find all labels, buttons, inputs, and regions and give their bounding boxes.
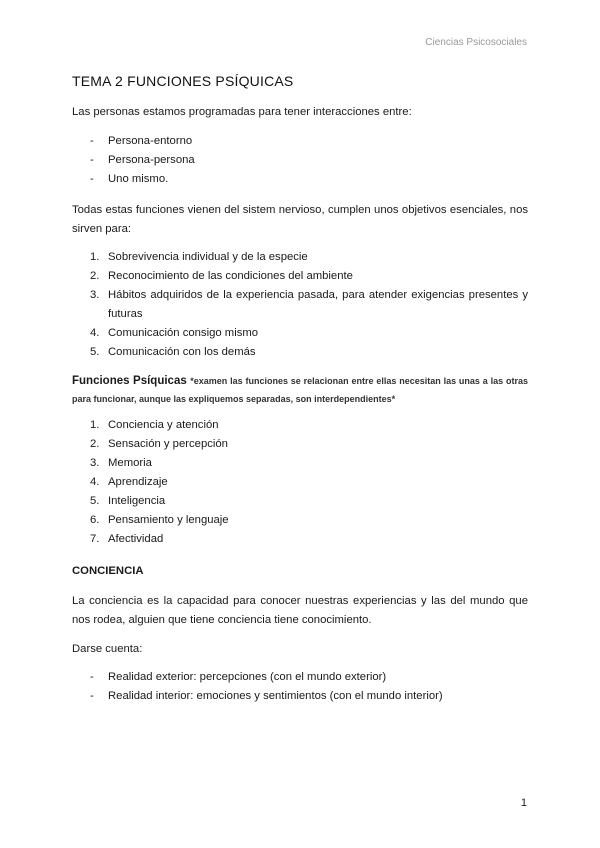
interactions-list bbox=[72, 132, 528, 189]
list-item: 2. Reconocimiento de las condiciones del ambiente bbox=[90, 270, 353, 282]
list-item: 1. Sobrevivencia individual y de la especie bbox=[90, 251, 308, 263]
list-item: - Uno mismo. bbox=[90, 173, 169, 185]
list-item: 2. Sensación y percepción bbox=[90, 438, 228, 450]
conciencia-heading-block bbox=[72, 562, 528, 581]
list-item: 6. Pensamiento y lenguaje bbox=[90, 514, 229, 526]
psychic-functions-list bbox=[72, 416, 528, 549]
psychic-functions-line bbox=[72, 372, 528, 408]
reality-list bbox=[72, 668, 528, 706]
list-item: 5. Comunicación con los demás bbox=[90, 346, 256, 358]
page-title: TEMA 2 FUNCIONES PSÍQUICAS bbox=[72, 73, 294, 89]
darse-cuenta-block bbox=[72, 640, 528, 659]
list-item: 4. Comunicación consigo mismo bbox=[90, 327, 259, 339]
intro-text: Las personas estamos programadas para tener interacciones entre: bbox=[72, 106, 412, 118]
conciencia-definition: La conciencia es la capacidad para conocer nuestras experiencias y las del mundo que nos rodea, alguien que tiene conciencia tiene conocimiento. bbox=[72, 595, 528, 626]
list-item: - Realidad interior: emociones y sentimientos (con el mundo interior) bbox=[90, 690, 443, 702]
intro-block bbox=[72, 103, 528, 122]
reality-list-block bbox=[72, 668, 528, 706]
exam-note: *examen las funciones se relacionan entre ellas necesitan las unas a las otras para funcionar, aunque las expliquemos separadas, son interdependientes* bbox=[72, 376, 528, 404]
functions-paragraph-block bbox=[72, 201, 528, 239]
objectives-list bbox=[72, 248, 528, 362]
psychic-functions-list-block bbox=[72, 416, 528, 549]
psychic-functions-intro bbox=[72, 372, 528, 408]
psychic-functions-heading: Funciones Psíquicas bbox=[72, 375, 187, 387]
list-item: 5. Inteligencia bbox=[90, 495, 166, 507]
interactions-list-block bbox=[72, 132, 528, 189]
conciencia-definition-block bbox=[72, 592, 528, 630]
objectives-list-block bbox=[72, 248, 528, 362]
list-item: - Realidad exterior: percepciones (con el mundo exterior) bbox=[90, 671, 387, 683]
list-item: 3. Hábitos adquiridos de la experiencia pasada, para atender exigencias presentes y futuras bbox=[90, 289, 528, 320]
list-item: 1. Conciencia y atención bbox=[90, 419, 219, 431]
list-item: 7. Afectividad bbox=[90, 533, 164, 545]
running-header: Ciencias Psicosociales bbox=[425, 37, 527, 48]
section-heading-conciencia: CONCIENCIA bbox=[72, 565, 144, 577]
darse-cuenta-label: Darse cuenta: bbox=[72, 643, 143, 655]
page-number: 1 bbox=[520, 797, 527, 809]
list-item: - Persona-persona bbox=[90, 154, 195, 166]
functions-paragraph: Todas estas funciones vienen del sistem nervioso, cumplen unos objetivos esenciales, nos sirven para: bbox=[72, 204, 528, 235]
list-item: 3. Memoria bbox=[90, 457, 152, 469]
list-item: - Persona-entorno bbox=[90, 135, 193, 147]
list-item: 4. Aprendizaje bbox=[90, 476, 168, 488]
